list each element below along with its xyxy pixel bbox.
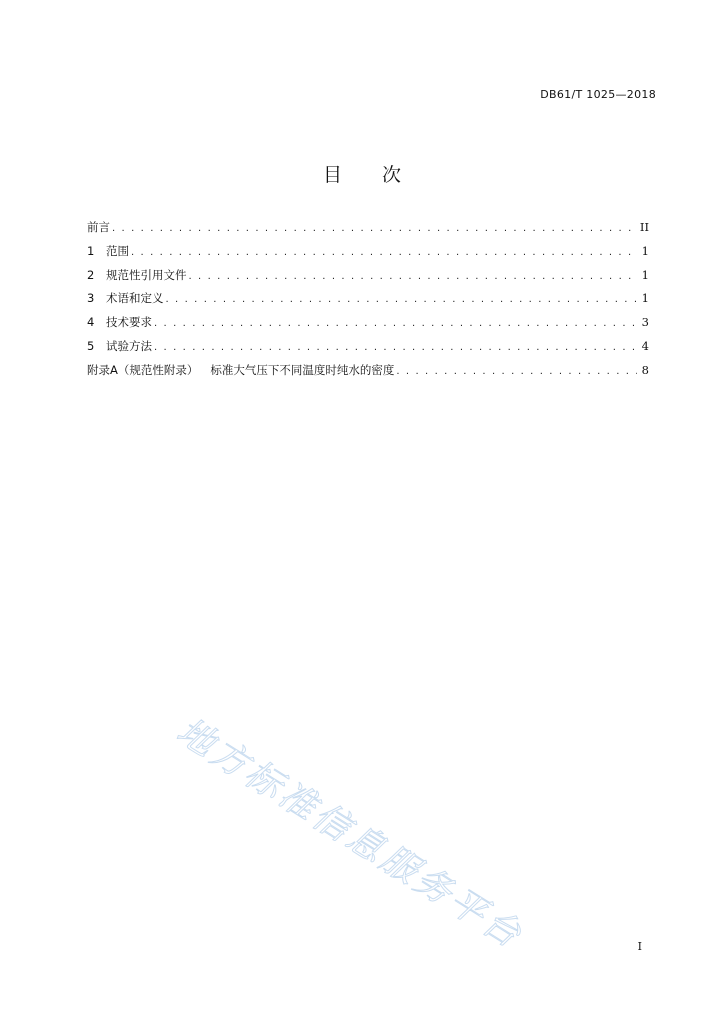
toc-entry-appendix-a[interactable] <box>87 362 649 386</box>
toc-entry-page: 1 <box>641 267 649 282</box>
toc-entry-terms-definitions[interactable] <box>87 290 649 314</box>
toc-entry-page: II <box>639 220 649 234</box>
toc-entry-page: 4 <box>641 338 649 353</box>
toc-entry-number: 3 <box>87 291 95 306</box>
toc-entry-number: 1 <box>87 243 95 258</box>
toc-entry-page: 8 <box>641 362 649 377</box>
toc-entry-label: 前言 <box>87 220 110 234</box>
toc-entry-number: 5 <box>87 338 95 353</box>
watermark: 地方标准信息服务平台 <box>169 710 531 958</box>
toc-entry-number: 4 <box>87 315 95 330</box>
toc-entry-label: 技术要求 <box>106 315 152 330</box>
toc-entry-label: 试验方法 <box>106 338 152 353</box>
toc-entry-foreword[interactable] <box>87 219 649 243</box>
toc-entry-technical-requirements[interactable] <box>87 314 649 338</box>
toc-entry-test-methods[interactable] <box>87 338 649 362</box>
table-of-contents <box>87 219 649 386</box>
toc-leader-dots <box>131 245 637 261</box>
toc-leader-dots <box>189 269 638 285</box>
toc-entry-label: 附录A（规范性附录） <box>87 362 199 377</box>
toc-entry-scope[interactable] <box>87 243 649 267</box>
toc-entry-label: 术语和定义 <box>106 291 164 306</box>
toc-leader-dots <box>154 340 637 356</box>
toc-leader-dots <box>112 221 636 237</box>
toc-title-char-2: 次 <box>382 164 402 186</box>
toc-entry-subtitle: 标准大气压下不同温度时纯水的密度 <box>210 362 395 377</box>
toc-entry-normative-references[interactable] <box>87 267 649 291</box>
toc-leader-dots <box>154 316 637 332</box>
toc-entry-page: 3 <box>641 315 649 330</box>
toc-entry-page: 1 <box>641 291 649 306</box>
standard-code: DB61/T 1025—2018 <box>540 88 656 101</box>
toc-leader-dots <box>396 364 637 380</box>
toc-entry-label: 范围 <box>106 243 129 258</box>
page-number: I <box>637 940 642 953</box>
toc-entry-number: 2 <box>87 267 95 282</box>
toc-title-char-1: 目 <box>322 164 342 186</box>
toc-leader-dots <box>166 292 638 308</box>
toc-title <box>0 160 724 187</box>
toc-entry-label: 规范性引用文件 <box>106 267 187 282</box>
toc-entry-page: 1 <box>641 243 649 258</box>
